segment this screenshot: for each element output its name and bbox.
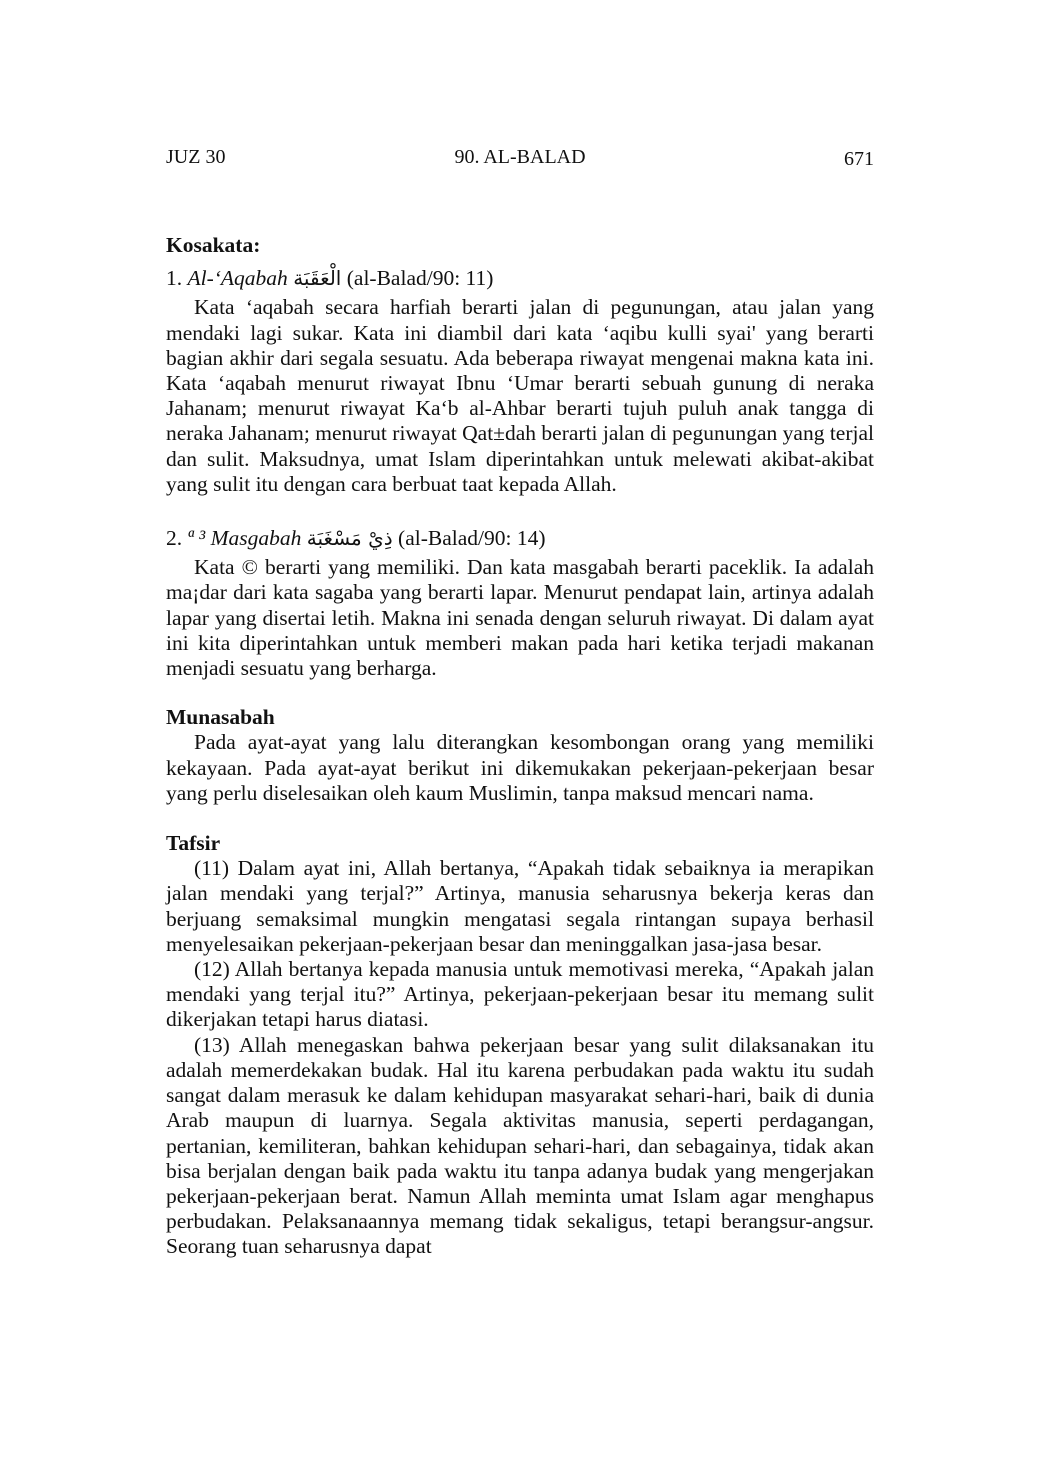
vocab-term: Al-‘Aqabah — [187, 266, 288, 291]
item-number: 2. — [166, 526, 183, 551]
page-body — [166, 233, 874, 1260]
munasabah-paragraph: Pada ayat-ayat yang lalu diterangkan kesombongan orang yang memiliki kekayaan. Pada ayat-ayat berikut ini dikemukakan pekerjaan-pekerjaan besar yang perlu diselesaikan oleh kaum Muslimin, tanpa maksud mencari nama. — [166, 730, 874, 805]
vocab-term: ª ³ Masgabah — [187, 526, 302, 551]
vocab-item-2 — [166, 526, 874, 551]
page-number: 671 — [844, 148, 874, 170]
tafsir-verse-13: (13) Allah menegaskan bahwa pekerjaan besar yang sulit dilaksanakan itu adalah memerdekakan budak. Hal itu karena perbudakan pada waktu itu sudah sangat dalam merasuk ke dalam kehidupan masyarakat sehari-hari, baik di dunia Arab maupun di luarnya. Segala aktivitas manusia, seperti perdagangan, pertanian, kemiliteran, bahkan kehidupan sehari-hari, dan sebagainya, tidak akan bisa berjalan dengan baik pada waktu itu tanpa adanya budak yang mengerjakan pekerjaan-pekerjaan berat. Namun Allah meminta umat Islam agar menghapus perbudakan. Pelaksanaannya memang tidak sekaligus, tetapi berangsur-angsur. Seorang tuan seharusnya dapat — [166, 1032, 874, 1259]
vocab-explanation-2: Kata © berarti yang memiliki. Dan kata masgabah berarti paceklik. Ia adalah ma¡dar dari kata sagaba yang berarti lapar. Menurut pendapat lain, artinya adalah lapar yang disertai letih. Makna ini senada dengan seluruh riwayat. Di dalam ayat ini kita diperintahkan untuk memberi makan pada hari ketika terjadi makanan menjadi sesuatu yang berharga. — [166, 555, 874, 681]
item-number: 1. — [166, 266, 183, 291]
kosakata-heading: Kosakata: — [166, 233, 261, 257]
vocab-item-1 — [166, 266, 874, 291]
munasabah-heading: Munasabah — [166, 705, 275, 730]
chapter-title: 90. AL-BALAD — [454, 146, 586, 168]
verse-reference: (al-Balad/90: 11) — [346, 266, 494, 291]
tafsir-verse-12: (12) Allah bertanya kepada manusia untuk memotivasi mereka, “Apakah jalan mendaki yang terjal itu?” Artinya, pekerjaan-pekerjaan besar itu memang sulit dikerjakan tetapi harus diatasi. — [166, 957, 874, 1032]
juz-label: JUZ 30 — [166, 146, 226, 168]
arabic-term: الْعَقَبَة — [293, 266, 342, 291]
verse-reference: (al-Balad/90: 14) — [398, 526, 546, 551]
arabic-term: ذِيْ مَسْغَبَة — [306, 526, 393, 551]
vocab-explanation-1: Kata ‘aqabah secara harfiah berarti jalan di pegunungan, atau jalan yang mendaki lagi sukar. Kata ini diambil dari kata ‘aqibu kulli syai' yang berarti bagian akhir dari segala sesuatu. Ada beberapa riwayat mengenai makna kata ini. Kata ‘aqabah menurut riwayat Ibnu ‘Umar berarti sebuah gunung di neraka Jahanam; menurut riwayat Ka‘b al-Ahbar berarti tujuh puluh anak tangga di neraka Jahanam; menurut riwayat Qat±dah berarti jalan di pegunungan yang terjal dan sulit. Maksudnya, umat Islam diperintahkan untuk melewati akibat-akibat yang sulit itu dengan cara berbuat taat kepada Allah. — [166, 295, 874, 496]
page-header — [166, 146, 874, 174]
tafsir-heading: Tafsir — [166, 831, 221, 856]
tafsir-verse-11: (11) Dalam ayat ini, Allah bertanya, “Apakah tidak sebaiknya ia merapikan jalan mendaki yang terjal?” Artinya, manusia seharusnya bekerja keras dan berjuang semaksimal mungkin mengatasi segala rintangan supaya berhasil menyelesaikan pekerjaan-pekerjaan besar dan meninggalkan jasa-jasa besar. — [166, 856, 874, 956]
